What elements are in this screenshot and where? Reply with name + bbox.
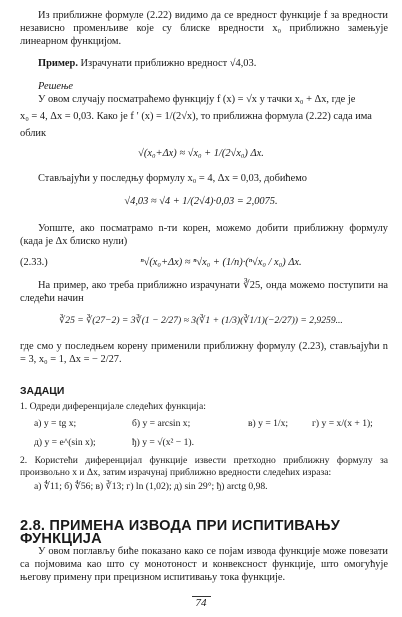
intro-paragraph: Из приближне формуле (2.22) видимо да се вредност функције f за вредности независно променљиве које су блиске вредности x₀ приближно замењује линеарном функцијом. — [20, 10, 388, 47]
task1-item-a: a) y = tg x; — [34, 418, 77, 429]
page-number — [0, 597, 402, 610]
solution-label: Решење — [38, 81, 74, 92]
formula-nth-root: ⁿ√(x₀+Δx) ≈ ⁿ√x₀ + (1/n)·(ⁿ√x₀ / x₀) Δx. — [140, 257, 302, 268]
formula-sqrt-approx: √(x₀+Δx) ≈ √x₀ + 1/(2√x₀) Δx. — [138, 148, 264, 159]
example-text: Израчунати приближно вредност √4,03. — [80, 58, 257, 69]
task1-item-v: в) y = 1/x; — [248, 418, 289, 429]
section-intro-paragraph: У овом поглављу биће показано како се појам извода функције може повезати са појмовима као што су монотоност и конвексност функције, што омогућује његову примену при прецизном испитивању тока функције. — [20, 546, 388, 583]
formula-cube-root-25: ∛25 = ∛(27−2) = 3∛(1 − 2/27) ≈ 3(∛1 + (1/3)(∛1/1)(−2/27)) = 2,9259... — [59, 315, 343, 326]
page-number-text: 74 — [192, 596, 211, 609]
task2-title: 2. Користећи диференцијал функције извести претходно приближну формулу за произвољно x и Δx, затим израчунај приближно вредности следећих израза: — [20, 455, 388, 478]
example2-paragraph: На пример, ако треба приближно израчунати ∛25, онда можемо поступити на следећи начин — [20, 280, 388, 304]
task1-item-dj: ђ) y = √(x² − 1). — [132, 437, 194, 448]
equation-number: (2.33.) — [20, 257, 48, 268]
solution-line-3: облик — [20, 128, 47, 139]
example-label: Пример. — [38, 58, 78, 69]
section-title: 2.8. ПРИМЕНА ИЗВОДА ПРИ ИСПИТИВАЊУ ФУНКЦИЈА — [20, 518, 341, 547]
tasks-title: ЗАДАЦИ — [20, 386, 65, 397]
task2-items: a) ∜11; б) ∜56; в) ∛13; г) ln (1,02); д) sin 29°; ђ) arctg 0,98. — [34, 481, 268, 492]
general-nth-root-paragraph: Уопште, ако посматрамо n-ти корен, можемо добити приближну формулу (када је Δx блиско нули) — [20, 223, 388, 247]
substitution-line: Стављајући у последњу формулу x₀ = 4, Δx = 0,03, добићемо — [38, 173, 307, 184]
closing-paragraph: где смо у последњем корену применили приближну формулу (2.23), стављајући n = 3, x₀ = 1, Δx = − 2/27. — [20, 341, 388, 365]
solution-line-2: x₀ = 4, Δx = 0,03. Како је f ′ (x) = 1/(2√x), то приближна формула (2.22) сада има — [20, 111, 372, 122]
task1-item-d: д) y = e^(sin x); — [34, 437, 96, 448]
solution-line-1: У овом случају посматраћемо функцију f (x) = √x у тачки x₀ + Δx, где је — [38, 94, 356, 105]
formula-sqrt-4-03: √4,03 ≈ √4 + 1/(2√4)·0,03 = 2,0075. — [124, 196, 278, 207]
task1-title: 1. Одреди диференцијале следећих функција: — [20, 401, 206, 412]
example-statement — [20, 58, 388, 71]
task1-item-g: г) y = x/(x + 1); — [312, 418, 373, 429]
task1-item-b: б) y = arcsin x; — [132, 418, 191, 429]
